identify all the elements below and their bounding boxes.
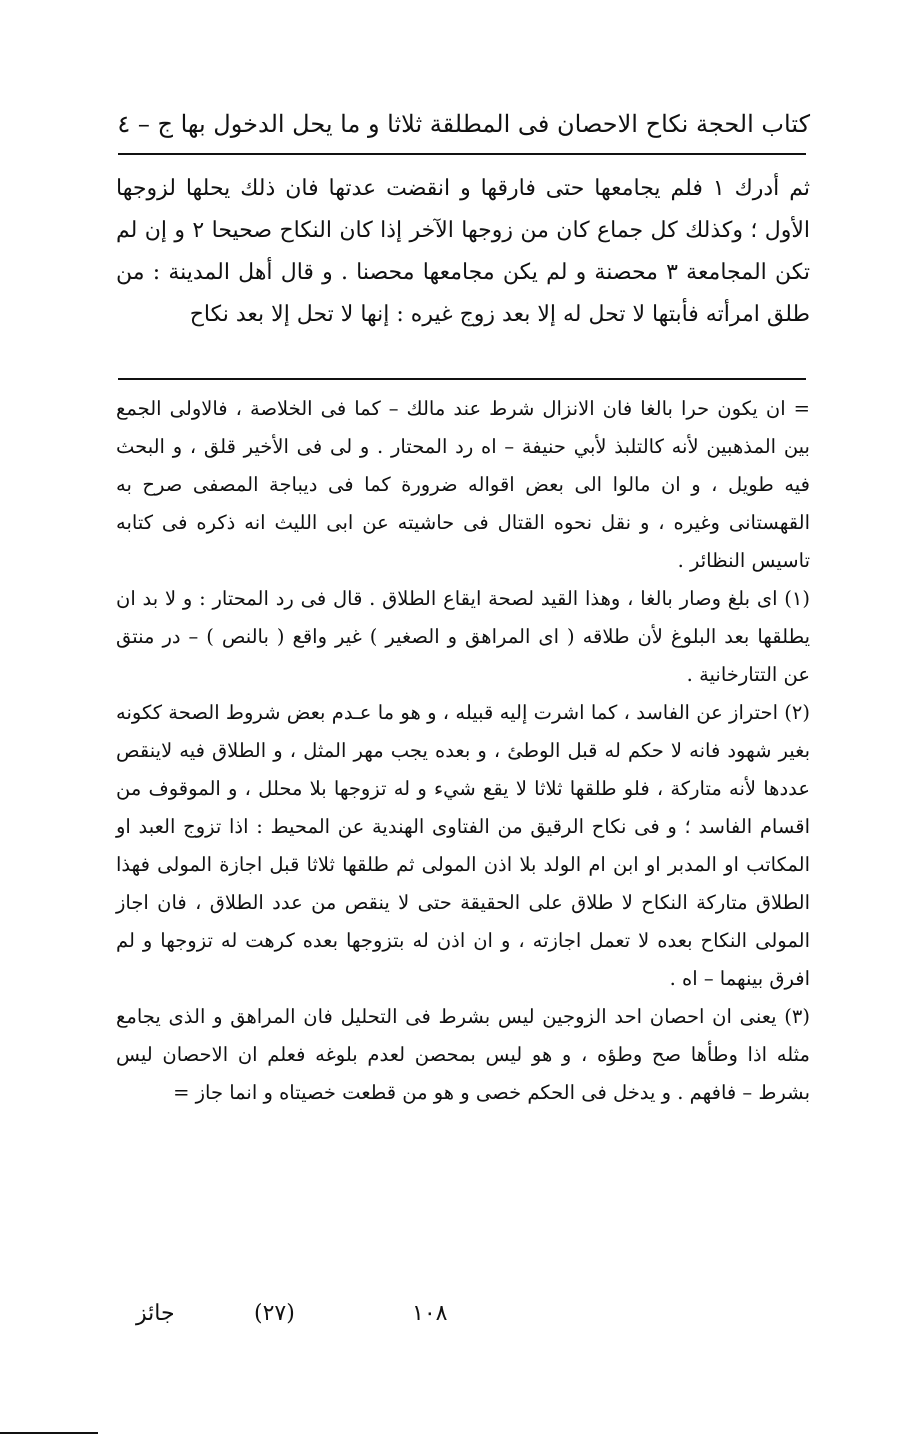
- running-header: [117, 104, 810, 144]
- signature-mark: (٢٧): [254, 1301, 295, 1326]
- footnote-3: (٣) يعنى ان احصان احد الزوجين ليس بشرط فى التحليل فان المراهق و الذى يجامع مثله اذا وطأها صح وطؤه ، و هو ليس بمحصن لعدم بلوغه فعلم ان الاحصان ليس بشرط – فافهم . و يدخل فى الحكم خصى و هو من قطعت خصيتاه و انما جاز =: [116, 1005, 810, 1104]
- footnote-1: (١) اى بلغ وصار بالغا ، وهذا القيد لصحة ايقاع الطلاق . قال فى رد المحتار : و لا بد ان يطلقها بعد البلوغ لأن طلاقه ( اى المراهق و الصغير ) غير واقع ( بالنص ) – در منتق عن التتارخانية .: [116, 587, 810, 686]
- page-footer: [118, 1294, 812, 1334]
- page-number: ١٠٨: [412, 1301, 448, 1326]
- scan-edge-line: [0, 1432, 98, 1434]
- footnote-2: (٢) احتراز عن الفاسد ، كما اشرت إليه قبيله ، و هو ما عـدم بعض شروط الصحة ككونه بغير شهود فانه لا حكم له قبل الوطئ ، و بعده يجب مهر المثل ، و الطلاق فيه لاينقص عددها لأنه متاركة ، فلو طلقها ثلاثا لا يقع شيء و له تزوجها بلا محلل ، و الموقوف من اقسام الفاسد ؛ و فى نكاح الرقيق من الفتاوى الهندية عن المحيط : اذا تزوج العبد او المكاتب او المدبر او ابن ام الولد بلا اذن المولى ثم طلقها ثلاثا قبل اجازة المولى فهذا الطلاق متاركة النكاح لا طلاق على الحقيقة حتى لا ينقص من عدد الطلاق ، فان اجاز المولى النكاح بعده لا تعمل اجازته ، و ان اذن له بتزوجها بعده كرهت له تزوجها و لم افرق بينهما – اه .: [116, 701, 810, 990]
- footnote-separator: [118, 378, 806, 380]
- footnotes: [116, 390, 810, 1112]
- main-text: [116, 168, 810, 336]
- catchword: جائز: [136, 1301, 175, 1326]
- footnote-continuation: = ان يكون حرا بالغا فان الانزال شرط عند مالك – كما فى الخلاصة ، فالاولى الجمع بين المذهبين لأنه كالتلبذ لأبي حنيفة – اه رد المحتار . و لى فى الأخير قلق ، و البحث فيه طويل ، و ان مالوا الى بعض اقواله ضرورة كما فى ديباجة المصفى صرح به القهستانى وغيره ، و نقل نحوه القتال فى حاشيته عن ابى الليث انه ذكره فى كتابه تاسيس النظائر .: [116, 397, 810, 572]
- main-paragraph: ثم أدرك ١ فلم يجامعها حتى فارقها و انقضت عدتها فان ذلك يحلها لزوجها الأول ؛ وكذلك كل جماع كان من زوجها الآخر إذا كان النكاح صحيحا ٢ و إن لم تكن المجامعة ٣ محصنة و لم يكن مجامعها محصنا . و قال أهل المدينة : من طلق امرأته فأبتها لا تحل له إلا بعد زوج غيره : إنها لا تحل إلا بعد نكاح: [116, 176, 811, 327]
- header-rule: [118, 153, 806, 155]
- running-title: كتاب الحجة نكاح الاحصان فى المطلقة ثلاثا و ما يحل الدخول بها ج – ٤: [117, 110, 810, 138]
